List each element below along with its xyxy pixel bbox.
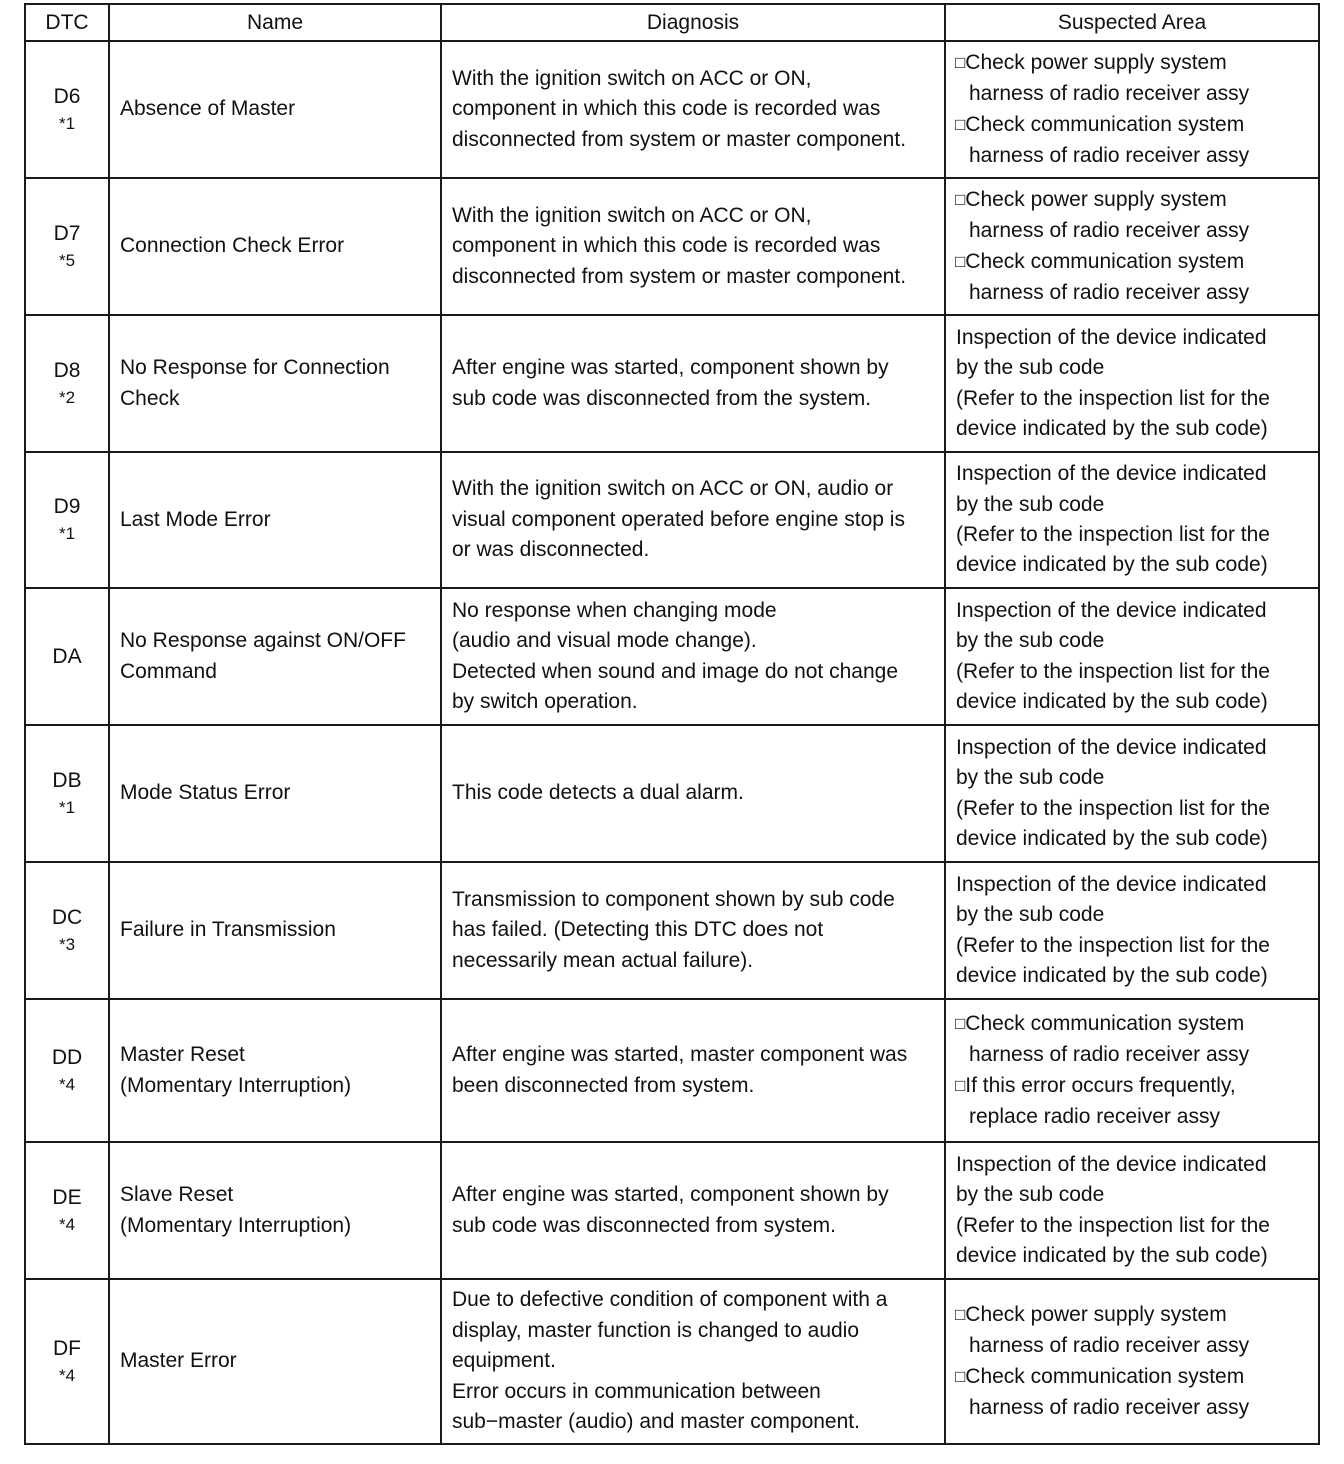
diagnosis-text: equipment. [452,1349,556,1373]
diagnosis-text: After engine was started, component shown by [452,1183,889,1207]
table-row [25,588,1319,725]
checklist-item [956,1071,1308,1133]
name-cell [109,452,441,588]
dtc-table [24,3,1320,1445]
dtc-cell [25,452,109,588]
dtc-cell [25,1279,109,1444]
dtc-code: D6 [53,84,81,108]
diagnosis-cell [441,1279,945,1444]
name-cell [109,41,441,178]
checklist-text: Check communication system [965,1364,1245,1388]
diagnosis-text: Error occurs in communication between [452,1379,821,1403]
suspected-area-text: Inspection of the device indicated [956,872,1267,896]
name-text: Last Mode Error [120,507,271,531]
dtc-code: DE [52,1185,82,1209]
suspected-area-text: by the sub code [956,492,1105,516]
name-text: No Response for Connection [120,356,390,380]
dtc-cell [25,588,109,725]
diagnosis-text: With the ignition switch on ACC or ON, [452,66,812,90]
suspected-area-cell [945,862,1319,999]
diagnosis-cell [441,999,945,1142]
name-text: (Momentary Interruption) [120,1213,352,1237]
checkbox-bullet-icon: □ [955,1366,966,1386]
diagnosis-text: (audio and visual mode change). [452,629,757,653]
suspected-area-text: device indicated by the sub code) [956,416,1268,440]
header-suspected-area: Suspected Area [945,4,1319,41]
checklist-text: Check power supply system [965,50,1227,74]
dtc-cell [25,1142,109,1279]
name-cell [109,999,441,1142]
checklist-text: harness of radio receiver assy [969,143,1250,167]
checklist-text: If this error occurs frequently, [965,1073,1236,1097]
checklist-text: harness of radio receiver assy [969,280,1250,304]
suspected-area-cell [945,1279,1319,1444]
header-diagnosis: Diagnosis [441,4,945,41]
table-row [25,315,1319,452]
checklist-item [956,1009,1308,1071]
diagnosis-text: disconnected from system or master component. [452,127,907,151]
suspected-area-text: (Refer to the inspection list for the [956,933,1270,957]
table-row [25,178,1319,315]
table-row [25,1279,1319,1444]
checklist-text: harness of radio receiver assy [969,82,1250,106]
diagnosis-cell [441,588,945,725]
header-row [25,4,1319,41]
dtc-footnote: *1 [58,797,76,817]
checklist-text: Check power supply system [965,1302,1227,1326]
diagnosis-text: disconnected from system or master component. [452,264,907,288]
name-cell [109,1279,441,1444]
suspected-area-text: (Refer to the inspection list for the [956,659,1270,683]
dtc-code: D8 [53,358,81,382]
dtc-cell [25,315,109,452]
suspected-area-text: device indicated by the sub code) [956,1243,1268,1267]
name-text: Connection Check Error [120,234,345,258]
dtc-footnote: *4 [58,1074,76,1094]
diagnosis-text: or was disconnected. [452,538,650,562]
table-row [25,41,1319,178]
diagnosis-text: Detected when sound and image do not change [452,659,898,683]
suspected-area-text: by the sub code [956,1183,1105,1207]
dtc-cell [25,41,109,178]
suspected-area-cell [945,588,1319,725]
suspected-area-text: by the sub code [956,903,1105,927]
suspected-area-text: (Refer to the inspection list for the [956,1213,1270,1237]
table-body [25,41,1319,1444]
dtc-cell [25,178,109,315]
diagnosis-text: Transmission to component shown by sub code [452,887,895,911]
checkbox-bullet-icon: □ [955,114,966,134]
dtc-footnote: *4 [58,1214,76,1234]
suspected-area-text: (Refer to the inspection list for the [956,386,1270,410]
suspected-area-text: device indicated by the sub code) [956,689,1268,713]
dtc-cell [25,862,109,999]
name-text: No Response against ON/OFF [120,629,406,653]
suspected-area-text: device indicated by the sub code) [956,963,1268,987]
table-row [25,862,1319,999]
checklist-item [956,1300,1308,1362]
suspected-area-text: (Refer to the inspection list for the [956,523,1270,546]
dtc-footnote: *1 [58,524,76,543]
checklist-text: replace radio receiver assy [969,1104,1220,1128]
diagnosis-text: With the ignition switch on ACC or ON, [452,203,812,227]
name-text: Absence of Master [120,97,296,121]
checklist-item [956,1362,1308,1424]
checkbox-bullet-icon: □ [955,52,966,72]
diagnosis-text: necessarily mean actual failure). [452,948,754,972]
dtc-footnote: *3 [58,934,76,954]
suspected-area-text: Inspection of the device indicated [956,462,1267,486]
diagnosis-text: by switch operation. [452,689,638,713]
name-text: Failure in Transmission [120,918,336,942]
dtc-footnote: *4 [58,1365,76,1385]
diagnosis-cell [441,1142,945,1279]
name-text: Master Error [120,1349,237,1373]
dtc-code: DB [52,768,82,792]
suspected-area-text: by the sub code [956,356,1105,380]
checklist-item [956,185,1308,247]
checklist-item [956,48,1308,110]
table-row [25,725,1319,862]
diagnosis-text: After engine was started, component shown by [452,356,889,380]
dtc-code: D7 [53,221,81,245]
suspected-area-text: Inspection of the device indicated [956,735,1267,759]
dtc-code: DC [51,905,83,929]
diagnosis-text: component in which this code is recorded was [452,234,881,258]
suspected-area-cell [945,1142,1319,1279]
diagnosis-text: display, master function is changed to audio [452,1318,860,1342]
suspected-area-cell [945,178,1319,315]
dtc-code: DD [51,1045,83,1069]
diagnosis-text: With the ignition switch on ACC or ON, audio or [452,477,894,501]
suspected-area-text: by the sub code [956,766,1105,790]
dtc-cell [25,999,109,1142]
checklist-text: harness of radio receiver assy [969,219,1250,243]
dtc-code: DA [52,644,82,668]
suspected-area-text: by the sub code [956,629,1105,653]
diagnosis-text: component in which this code is recorded was [452,97,881,121]
name-cell [109,315,441,452]
dtc-footnote: *2 [58,387,76,407]
table-header [25,4,1319,41]
checkbox-bullet-icon: □ [955,1304,966,1324]
name-text: Slave Reset [120,1183,234,1207]
diagnosis-text: This code detects a dual alarm. [452,781,744,805]
checkbox-bullet-icon: □ [955,189,966,209]
diagnosis-text: visual component operated before engine stop is [452,507,905,531]
diagnosis-text: has failed. (Detecting this DTC does not [452,918,824,942]
name-cell [109,1142,441,1279]
diagnosis-text: sub code was disconnected from system. [452,1213,837,1237]
checklist-item [956,110,1308,172]
name-cell [109,725,441,862]
header-dtc: DTC [25,4,109,41]
checklist-text: Check communication system [965,249,1245,273]
table-row [25,452,1319,588]
diagnosis-cell [441,725,945,862]
diagnosis-text: No response when changing mode [452,598,777,622]
diagnosis-text: After engine was started, master component was [452,1043,908,1067]
dtc-code: D9 [53,495,81,518]
name-cell [109,588,441,725]
suspected-area-text: device indicated by the sub code) [956,553,1268,577]
table-row [25,1142,1319,1279]
dtc-footnote: *5 [58,250,76,270]
checklist-text: Check power supply system [965,187,1227,211]
checkbox-bullet-icon: □ [955,1013,966,1033]
dtc-cell [25,725,109,862]
diagnosis-text: been disconnected from system. [452,1073,755,1097]
suspected-area-text: Inspection of the device indicated [956,598,1267,622]
suspected-area-cell [945,41,1319,178]
name-cell [109,862,441,999]
table-row [25,999,1319,1142]
dtc-footnote: *1 [58,113,76,133]
checkbox-bullet-icon: □ [955,251,966,271]
checklist-text: Check communication system [965,1011,1245,1035]
checklist-text: harness of radio receiver assy [969,1043,1250,1067]
name-text: Check [120,386,180,410]
name-text: Mode Status Error [120,781,291,805]
diagnosis-cell [441,315,945,452]
diagnosis-cell [441,178,945,315]
suspected-area-cell [945,999,1319,1142]
checklist-text: harness of radio receiver assy [969,1334,1250,1358]
suspected-area-cell [945,725,1319,862]
diagnosis-text: sub code was disconnected from the system. [452,386,872,410]
diagnosis-cell [441,452,945,588]
name-text: Command [120,659,217,683]
name-cell [109,178,441,315]
diagnosis-cell [441,862,945,999]
checklist-text: Check communication system [965,112,1245,136]
header-name: Name [109,4,441,41]
dtc-code: DF [53,1336,81,1360]
suspected-area-text: (Refer to the inspection list for the [956,796,1270,820]
suspected-area-text: Inspection of the device indicated [956,325,1267,349]
suspected-area-text: Inspection of the device indicated [956,1152,1267,1176]
suspected-area-text: device indicated by the sub code) [956,826,1268,850]
checkbox-bullet-icon: □ [955,1075,966,1095]
diagnosis-cell [441,41,945,178]
checklist-item [956,247,1308,309]
suspected-area-cell [945,315,1319,452]
diagnosis-text: Due to defective condition of component with a [452,1288,888,1312]
name-text: (Momentary Interruption) [120,1073,352,1097]
checklist-text: harness of radio receiver assy [969,1395,1250,1419]
diagnosis-text: sub−master (audio) and master component. [452,1410,860,1434]
suspected-area-cell [945,452,1319,588]
name-text: Master Reset [120,1043,245,1067]
